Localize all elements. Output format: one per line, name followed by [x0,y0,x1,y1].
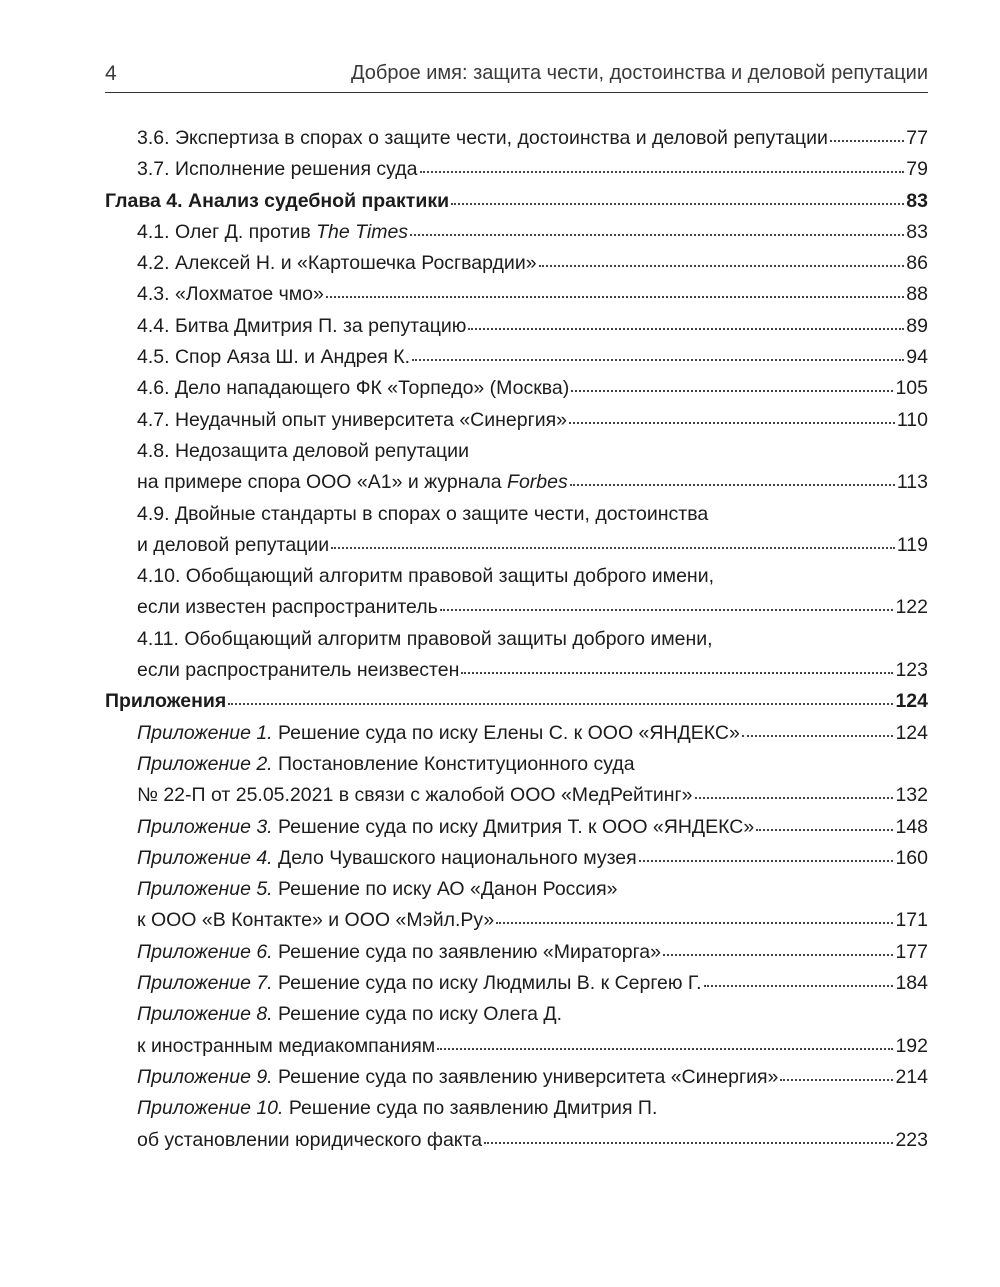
toc-entry-4-10-line2[interactable] [105,592,928,623]
toc-page-number: 77 [906,127,928,149]
toc-appendix-9[interactable] [105,1062,928,1093]
leader-dots [326,295,904,298]
appendix-label: Приложение 4. [137,846,273,869]
toc-entry-4-1[interactable] [105,217,928,248]
toc-appendix-5-line2[interactable] [105,905,928,936]
toc-entry-title: 4.9. Двойные стандарты в спорах о защите чести, достоинства [137,502,709,525]
toc-entry-title: 3.6. Экспертиза в спорах о защите чести, достоинства и деловой репутации [137,127,828,149]
toc-appendix-1[interactable] [105,718,928,749]
toc-entry-title-text: Решение суда по иску Олега Д. [272,1003,563,1026]
toc-entry-4-8-line1[interactable] [105,436,928,467]
toc-entry-title: 4.4. Битва Дмитрия П. за репутацию [137,314,467,337]
toc-page-number: 113 [896,471,928,494]
leader-dots [639,859,894,862]
toc-entry-title: 3.7. Исполнение решения суда [137,158,418,181]
leader-dots [440,608,894,611]
toc-entry-title [137,812,754,843]
toc-entry-title [137,217,408,248]
toc-entry-4-5[interactable] [105,342,928,373]
toc-page-number: 123 [895,659,928,682]
leader-dots [569,421,895,424]
table-of-contents [105,123,928,1156]
toc-page-number: 124 [895,721,928,744]
toc-page-number: 177 [895,940,928,963]
toc-entry-title [137,999,562,1030]
toc-appendix-7[interactable] [105,968,928,999]
toc-entry-title: 4.8. Недозащита деловой репутации [137,439,469,462]
toc-page-number: 83 [906,220,928,243]
toc-entry-title-italic: Forbes [507,471,568,494]
toc-entry-title: 4.3. «Лохматое чмо» [137,283,324,306]
toc-page-number: 192 [895,1034,928,1057]
toc-entry-title [137,937,661,968]
toc-entry-4-8-line2[interactable] [105,467,928,498]
leader-dots [742,734,894,737]
toc-page-number: 119 [896,533,928,556]
toc-appendix-5-line1[interactable] [105,874,928,905]
appendix-label: Приложение 3. [137,815,273,838]
toc-entry-title-text: Решение суда по иску Елены С. к ООО «ЯНДЕКС» [272,721,740,744]
leader-dots [331,546,895,549]
appendix-label: Приложение 6. [137,940,273,963]
toc-entry-title: 4.2. Алексей Н. и «Картошечка Росгвардии» [137,252,537,275]
toc-entry-title: 4.6. Дело нападающего ФК «Торпедо» (Москва) [137,377,570,400]
toc-entry-title: 4.10. Обобщающий алгоритм правовой защиты доброго имени, [137,565,715,588]
leader-dots [420,170,905,173]
toc-entry-title-text: на примере спора ООО «А1» и журнала [137,471,508,494]
toc-chapter-title: Глава 4. Анализ судебной практики [105,189,450,212]
toc-entry-4-7[interactable] [105,405,928,436]
toc-page-number: 105 [895,377,928,400]
toc-chapter-title: Приложения [105,690,227,713]
toc-entry-title [137,843,637,874]
toc-entry-title-text: Решение суда по заявлению «Мираторга» [272,940,661,963]
toc-entry-title-text: Решение по иску АО «Данон Россия» [272,878,618,901]
appendix-label: Приложение 9. [137,1065,273,1088]
toc-page-number: 79 [906,158,928,181]
toc-entry-title: к иностранным медиакомпаниям [137,1034,436,1057]
toc-entry-title: к ООО «В Контакте» и ООО «Мэйл.Ру» [137,909,495,932]
leader-dots [539,264,905,267]
leader-dots [496,921,893,924]
toc-page-number: 122 [895,596,928,619]
toc-page-number: 223 [895,1128,928,1151]
toc-entry-title [137,1093,657,1124]
toc-entry-title-text: Решение суда по иску Дмитрия Т. к ООО «ЯНДЕКС» [272,815,755,838]
toc-entry-4-2[interactable] [105,248,928,279]
page-header [105,58,928,93]
toc-page-number: 110 [896,408,928,431]
toc-entry-title: если известен распространитель [137,596,438,619]
toc-appendix-2-line2[interactable] [105,780,928,811]
leader-dots [412,358,904,361]
toc-entry-3-7[interactable] [105,154,928,185]
toc-entry-title: и деловой репутации [137,533,330,556]
leader-dots [468,327,904,330]
toc-entry-4-3[interactable] [105,279,928,310]
toc-appendix-10-line2[interactable] [105,1125,928,1156]
toc-page-number: 214 [895,1065,928,1088]
toc-page-number: 86 [906,252,928,275]
appendix-label: Приложение 8. [137,1003,273,1026]
toc-entry-4-9-line1[interactable] [105,499,928,530]
toc-entry-title: № 22-П от 25.05.2021 в связи с жалобой ООО «МедРейтинг» [137,784,693,807]
toc-entry-title-text: 4.1. Олег Д. против [137,220,317,243]
leader-dots [461,671,893,674]
toc-entry-4-4[interactable] [105,311,928,342]
leader-dots [695,796,894,799]
toc-entry-title-text: Решение суда по заявлению университета «Синергия» [272,1065,779,1088]
toc-appendices[interactable] [105,686,928,717]
toc-entry-4-11-line1[interactable] [105,624,928,655]
toc-page-number: 88 [906,283,928,306]
appendix-label: Приложение 5. [137,878,273,901]
toc-page-number: 83 [906,189,928,212]
leader-dots [410,233,904,236]
leader-dots [570,483,895,486]
leader-dots [437,1047,893,1050]
leader-dots [663,953,894,956]
toc-chapter-4[interactable] [105,186,928,217]
toc-entry-4-11-line2[interactable] [105,655,928,686]
leader-dots [780,1078,893,1081]
toc-entry-title: 4.11. Обобщающий алгоритм правовой защиты доброго имени, [137,627,713,650]
toc-entry-title: 4.7. Неудачный опыт университета «Синергия» [137,408,568,431]
toc-page-number: 124 [895,690,928,713]
toc-entry-title [137,968,702,999]
toc-entry-title [137,467,568,498]
toc-page-number: 89 [906,314,928,337]
toc-entry-title-italic: The Times [316,220,409,243]
toc-entry-4-10-line1[interactable] [105,561,928,592]
toc-appendix-8-line1[interactable] [105,999,928,1030]
page-number: 4 [105,62,117,85]
toc-entry-title [137,874,617,905]
toc-page-number: 94 [906,346,928,369]
toc-appendix-6[interactable] [105,937,928,968]
toc-page-number: 160 [895,846,928,869]
toc-appendix-4[interactable] [105,843,928,874]
toc-entry-title: об установлении юридического факта [137,1128,483,1151]
leader-dots [228,702,893,705]
toc-entry-title-text: Решение суда по иску Людмилы В. к Сергею Г. [272,972,702,995]
toc-entry-title-text: Постановление Конституционного суда [272,752,635,775]
running-title: Доброе имя: защита чести, достоинства и деловой репутации [350,62,928,84]
appendix-label: Приложение 1. [137,721,273,744]
toc-entry-title [137,718,740,749]
toc-entry-title: 4.5. Спор Аяза Ш. и Андрея К. [137,346,411,369]
appendix-label: Приложение 7. [137,972,273,995]
toc-page-number: 132 [895,784,928,807]
leader-dots [451,202,904,205]
toc-entry-title-text: Решение суда по заявлению Дмитрия П. [283,1097,658,1120]
leader-dots [830,139,904,142]
leader-dots [704,984,894,987]
toc-entry-title-text: Дело Чувашского национального музея [272,846,637,869]
toc-entry-title: если распространитель неизвестен [137,659,460,682]
appendix-label: Приложение 2. [137,752,273,775]
leader-dots [484,1141,893,1144]
toc-appendix-10-line1[interactable] [105,1093,928,1124]
toc-appendix-2-line1[interactable] [105,749,928,780]
leader-dots [756,828,893,831]
toc-entry-4-6[interactable] [105,373,928,404]
toc-appendix-3[interactable] [105,812,928,843]
toc-entry-title [137,1062,778,1093]
appendix-label: Приложение 10. [137,1097,284,1120]
toc-entry-3-6[interactable] [105,123,928,154]
toc-entry-4-9-line2[interactable] [105,530,928,561]
toc-appendix-8-line2[interactable] [105,1031,928,1062]
toc-page-number: 171 [895,909,928,932]
leader-dots [571,389,893,392]
toc-entry-title [137,749,635,780]
toc-page-number: 148 [895,815,928,838]
toc-page-number: 184 [895,972,928,995]
